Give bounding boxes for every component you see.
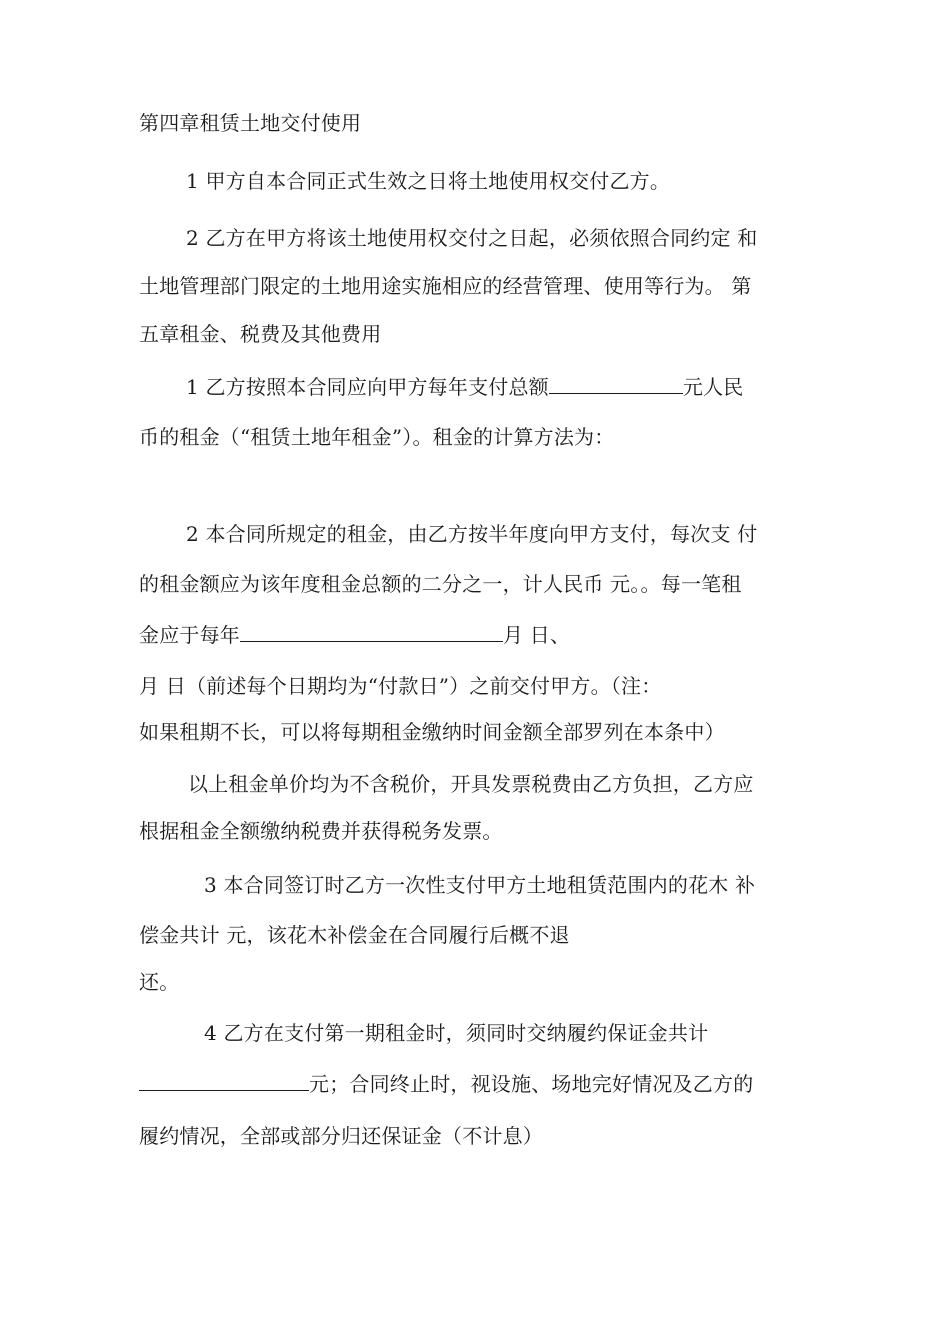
chapter-5-item-3-line-3: 还。: [139, 970, 180, 994]
chapter-5-item-1-line-1: [186, 374, 744, 400]
chapter-5-item-2-line-3: [139, 622, 570, 648]
chapter-5-item-2-line-1: 2 本合同所规定的租金，由乙方按半年度向甲方支付，每次支 付: [186, 522, 758, 546]
chapter-5-item-1-line-2: 币的租金（“租赁土地年租金”）。租金的计算方法为：: [139, 425, 615, 449]
payment-date-blank: [240, 623, 503, 642]
chapter-5-title: 五章租金、税费及其他费用: [139, 322, 382, 346]
chapter-5-item-3-line-2: 偿金共计 元，该花木补偿金在合同履行后概不退: [139, 923, 570, 947]
chapter-4-title: 第四章租赁土地交付使用: [139, 111, 362, 135]
chapter-5-item-1-text-before: 1 乙方按照本合同应向甲方每年支付总额: [186, 375, 549, 399]
chapter-5-item-1-text-after: 元人民: [682, 375, 744, 399]
chapter-4-item-2-line-1: 2 乙方在甲方将该土地使用权交付之日起，必须依照合同约定 和: [186, 226, 758, 250]
deposit-amount-blank: [139, 1072, 309, 1091]
chapter-5-item-2-line-2: 的租金额应为该年度租金总额的二分之一，计人民币 元。。每一笔租: [139, 572, 742, 596]
chapter-5-item-2-line-4: 月 日（前述每个日期均为“付款日”）之前交付甲方。（注：: [139, 674, 662, 698]
annual-rent-blank: [549, 375, 683, 394]
chapter-5-item-2-line-5: 如果租期不长，可以将每期租金缴纳时间金额全部罗列在本条中）: [139, 720, 725, 744]
chapter-4-item-1: 1 甲方自本合同正式生效之日将土地使用权交付乙方。: [186, 169, 671, 193]
chapter-5-item-4-line-3: 履约情况，全部或部分归还保证金（不计息）: [139, 1124, 543, 1148]
tax-note-line-1: 以上租金单价均为不含税价，开具发票税费由乙方负担，乙方应: [188, 772, 754, 796]
tax-note-line-2: 根据租金全额缴纳税费并获得税务发票。: [139, 819, 503, 843]
chapter-5-item-2-text-after: 月 日、: [503, 623, 571, 647]
chapter-5-item-3-line-1: 3 本合同签订时乙方一次性支付甲方土地租赁范围内的花木 补: [204, 873, 756, 897]
chapter-5-item-4-line-2: [139, 1071, 753, 1097]
chapter-5-item-2-text-before: 金应于每年: [139, 623, 240, 647]
chapter-5-item-4-line-1: 4 乙方在支付第一期租金时，须同时交纳履约保证金共计: [204, 1021, 709, 1045]
chapter-5-item-4-text-after: 元；合同终止时，视设施、场地完好情况及乙方的: [309, 1072, 754, 1096]
chapter-4-item-2-line-2: 土地管理部门限定的土地用途实施相应的经营管理、使用等行为。 第: [139, 274, 752, 298]
